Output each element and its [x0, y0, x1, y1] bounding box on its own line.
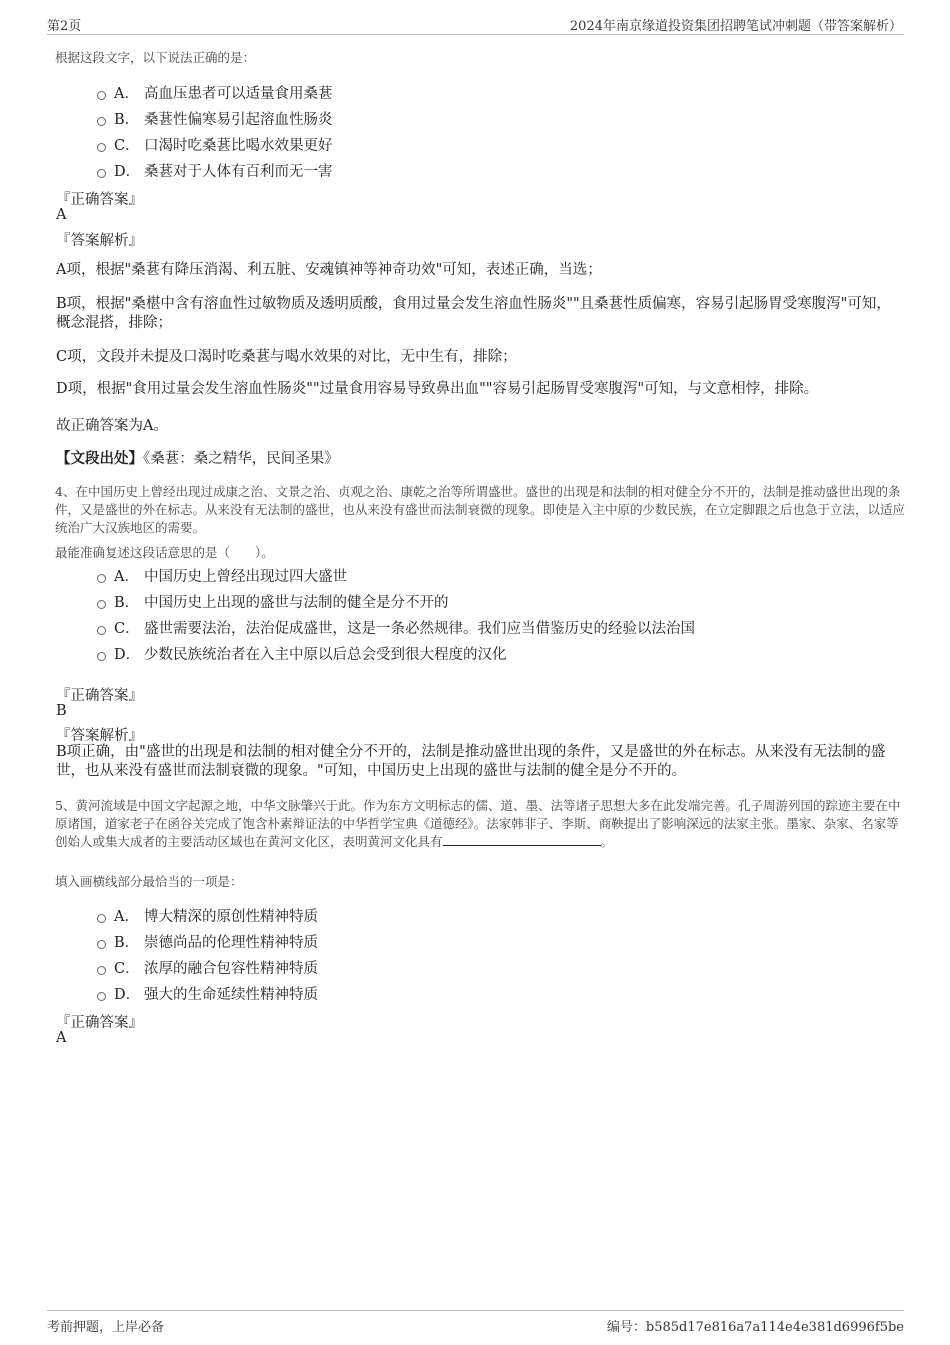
radio-icon[interactable] [97, 940, 106, 949]
radio-icon[interactable] [97, 91, 106, 100]
radio-icon[interactable] [97, 652, 106, 661]
q3-analysis-b: B项，根据"桑椹中含有溶血性过敏物质及透明质酸，食用过量会发生溶血性肠炎""且桑葚性质偏寒，容易引起肠胃受寒腹泻"可知，概念混搭，排除； [56, 296, 891, 331]
q4-answer-label: 『正确答案』 [56, 688, 143, 704]
source-label: 【文段出处】 [56, 450, 143, 467]
radio-icon[interactable] [97, 992, 106, 1001]
q3-option-b[interactable]: B． 桑葚性偏寒易引起溶血性肠炎 [97, 108, 333, 129]
q4-passage: 4、在中国历史上曾经出现过成康之治、文景之治、贞观之治、康乾之治等所谓盛世。盛世的出现是和法制的相对健全分不开的，法制是推动盛世出现的条件，又是盛世的外在标志。从来没有无法制的盛世，也从来没有盛世而法制衰微的现象。即使是入主中原的少数民族，在立定脚跟之后也急于立法，以适应统治广大汉族地区的需要。 [55, 484, 906, 535]
q3-option-d[interactable]: D． 桑葚对于人体有百利而无一害 [97, 160, 333, 181]
radio-icon[interactable] [97, 169, 106, 178]
document-title: 2024年南京缘道投资集团招聘笔试冲刺题（带答案解析） [569, 19, 902, 34]
q4-answer: B [56, 703, 67, 719]
q3-option-a[interactable]: A． 高血压患者可以适量食用桑葚 [97, 82, 333, 103]
radio-icon[interactable] [97, 574, 106, 583]
radio-icon[interactable] [97, 626, 106, 635]
radio-icon[interactable] [97, 914, 106, 923]
page-footer [47, 1310, 904, 1335]
q4-analysis-label: 『答案解析』 [56, 728, 143, 744]
q5-answer-label: 『正确答案』 [56, 1015, 143, 1031]
q5-option-c[interactable]: C． 浓厚的融合包容性精神特质 [97, 957, 318, 978]
radio-icon[interactable] [97, 600, 106, 609]
q3-conclusion: 故正确答案为A。 [56, 418, 168, 434]
page-header [47, 14, 904, 35]
q4-option-a[interactable]: A． 中国历史上曾经出现过四大盛世 [97, 565, 347, 586]
q3-source [56, 447, 339, 468]
footer-slogan: 考前押题，上岸必备 [47, 1320, 165, 1335]
q5-answer: A [56, 1030, 67, 1046]
page-number: 第2页 [47, 19, 82, 34]
q5-question: 填入画横线部分最恰当的一项是： [55, 874, 243, 889]
q4-option-d[interactable]: D． 少数民族统治者在入主中原以后总会受到很大程度的汉化 [97, 643, 507, 664]
q3-analysis-label: 『答案解析』 [56, 233, 143, 249]
q4-option-b[interactable]: B． 中国历史上出现的盛世与法制的健全是分不开的 [97, 591, 449, 612]
q3-analysis-c: C项，文段并未提及口渴时吃桑葚与喝水效果的对比，无中生有，排除； [56, 349, 517, 365]
source-text: 《桑葚：桑之精华，民间圣果》 [143, 451, 339, 467]
q3-answer-label: 『正确答案』 [56, 192, 143, 208]
q5-option-a[interactable]: A． 博大精深的原创性精神特质 [97, 905, 318, 926]
fill-blank [443, 833, 601, 846]
radio-icon[interactable] [97, 143, 106, 152]
q5-option-b[interactable]: B． 崇德尚品的伦理性精神特质 [97, 931, 318, 952]
q3-analysis-a: A项，根据"桑葚有降压消渴、利五脏、安魂镇神等神奇功效"可知，表述正确，当选； [56, 262, 602, 278]
radio-icon[interactable] [97, 966, 106, 975]
q3-option-c[interactable]: C． 口渴时吃桑葚比喝水效果更好 [97, 134, 333, 155]
radio-icon[interactable] [97, 117, 106, 126]
q4-question: 最能准确复述这段话意思的是（ ）。 [55, 545, 274, 560]
q3-analysis-d: D项，根据"食用过量会发生溶血性肠炎""过量食用容易导致鼻出血""容易引起肠胃受寒腹泻"可知，与文意相悖，排除。 [56, 381, 819, 397]
q5-passage: 5、黄河流域是中国文字起源之地，中华文脉肇兴于此。作为东方文明标志的儒、道、墨、法等诸子思想大多在此发端完善。孔子周游列国的踪迹主要在中原诸国，道家老子在函谷关完成了饱含朴素辩证法的中华哲学宝典《道德经》。法家韩非子、李斯、商鞅提出了影响深远的法家主张。墨家、杂家、名家等创始人或集大成者的主要活动区域也在黄河文化区，表明黄河文化具有 。 [55, 798, 901, 849]
q4-option-c[interactable]: C． 盛世需要法治，法治促成盛世，这是一条必然规律。我们应当借鉴历史的经验以法治国 [97, 617, 695, 638]
document-id: 编号：b585d17e816a7a114e4e381d6996f5be [606, 1320, 904, 1335]
q4-analysis: B项正确，由"盛世的出现是和法制的相对健全分不开的，法制是推动盛世出现的条件，又是盛世的外在标志。从来没有无法制的盛世，也从来没有盛世而法制衰微的现象。"可知，中国历史上出现的盛世与法制的健全是分不开的。 [56, 744, 886, 779]
q3-question: 根据这段文字，以下说法正确的是： [55, 50, 256, 65]
q3-answer: A [56, 207, 67, 223]
q5-option-d[interactable]: D． 强大的生命延续性精神特质 [97, 983, 318, 1004]
